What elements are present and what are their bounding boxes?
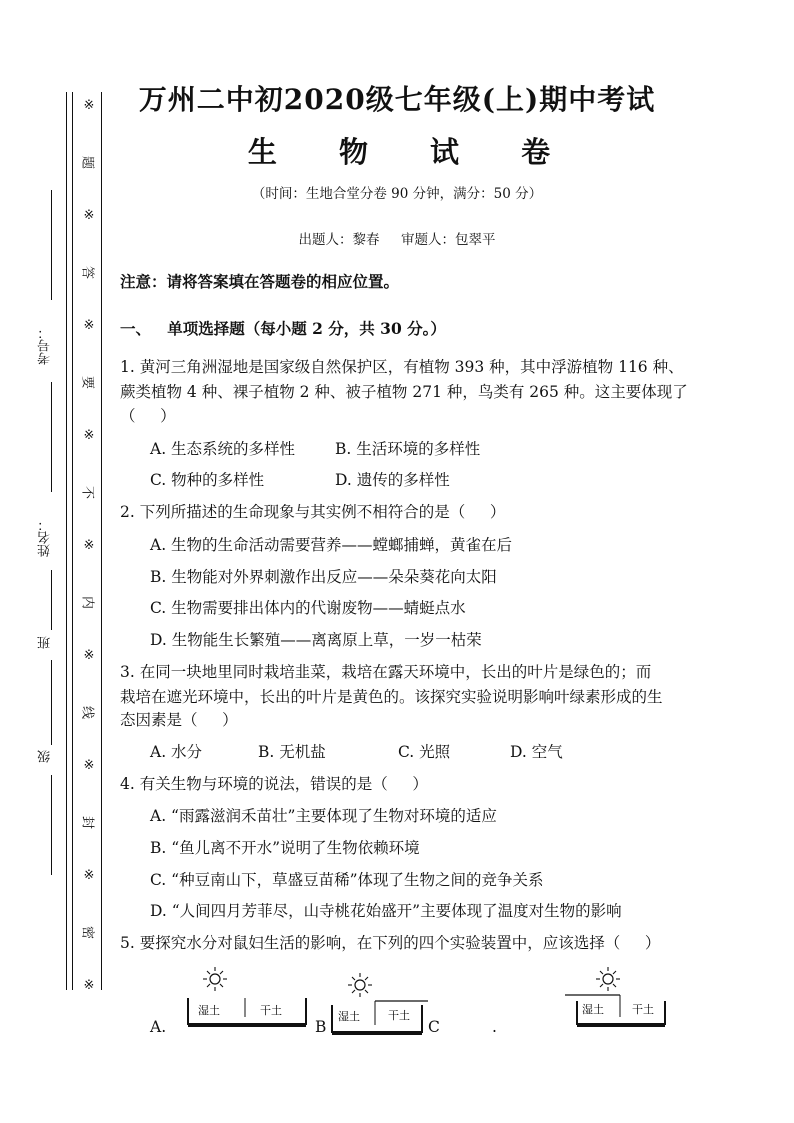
subject-title: 生 物 试 卷 [247,135,577,169]
time-info: （时间：生地合堂分卷 90 分钟，满分：50 分） [251,186,543,202]
q1-option-a: A. 生态系统的多样性 [150,440,296,458]
apparatus-c-wet-label: 湿土 [582,1003,604,1016]
q5-option-b: B [315,1018,327,1036]
seal-mark: ※ [83,98,95,113]
seal-char: 密 [79,925,95,939]
q5-option-d: . [492,1018,497,1036]
margin-line-outer [66,92,67,990]
class-underline [51,570,52,630]
q5-figure [120,965,720,1055]
authors: 出题人：黎春 审题人：包翠平 [298,232,496,248]
apparatus-a-wet-label: 湿土 [198,1004,220,1017]
margin-line-right [101,92,102,990]
seal-char: 内 [79,595,95,609]
seal-mark: ※ [83,868,95,883]
notice: 注意：请将答案填在答题卷的相应位置。 [120,272,400,291]
seal-mark: ※ [83,538,95,553]
q2-option-d: D. 生物能生长繁殖——离离原上草，一岁一枯荣 [150,631,482,649]
q3-option-c: C. 光照 [398,743,451,761]
q4-option-a: A. “雨露滋润禾苗壮”主要体现了生物对环境的适应 [150,807,497,825]
q1-stem-line3: （ ） [120,407,176,425]
apparatus-a [188,998,306,1025]
q1-stem-line1: 1. 黄河三角洲湿地是国家级自然保护区，有植物 393 种，其中浮游植物 116 种、 [120,358,684,376]
seal-char: 答 [79,265,95,279]
q4-option-b: B. “鱼儿离不开水”说明了生物依赖环境 [150,839,420,857]
seal-mark: ※ [83,428,95,443]
seal-mark: ※ [83,978,95,993]
q3-stem-line3: 态因素是（ ） [120,711,238,729]
q1-option-b: B. 生活环境的多样性 [335,440,481,458]
apparatus-a-dry-label: 干土 [260,1004,282,1017]
q2-option-a: A. 生物的生命活动需要营养——螳螂捕蝉，黄雀在后 [150,536,513,554]
apparatus-b-dry-label: 干土 [388,1009,410,1022]
seal-mark: ※ [83,758,95,773]
q2-option-c: C. 生物需要排出体内的代谢废物——蜻蜓点水 [150,599,466,617]
grade-underline-2 [51,775,52,875]
q5-stem: 5. 要探究水分对鼠妇生活的影响，在下列的四个实验装置中，应该选择（ ） [120,934,661,952]
seal-mark: ※ [83,648,95,663]
exam-no-label: 考号： [38,326,53,365]
sun-icon-c [596,967,620,991]
sun-icon-b [348,973,372,997]
seal-char: 题 [79,155,95,169]
q2-stem: 2. 下列所描述的生命现象与其实例不相符合的是（ ） [120,503,506,521]
q3-option-d: D. 空气 [510,743,563,761]
q4-option-d: D. “人间四月芳菲尽，山寺桃花始盛开”主要体现了温度对生物的影响 [150,902,622,920]
apparatus-c [565,995,665,1025]
q3-option-b: B. 无机盐 [258,743,326,761]
q3-stem-line2: 栽培在遮光环境中，长出的叶片是黄色的。该探究实验说明影响叶绿素形成的生 [120,688,663,706]
q4-stem: 4. 有关生物与环境的说法，错误的是（ ） [120,775,428,793]
q1-stem-line2: 蕨类植物 4 种、裸子植物 2 种、被子植物 271 种，鸟类有 265 种。这主要体现了 [120,383,688,401]
q5-option-c: C [428,1018,440,1036]
q5-option-a: A. [150,1018,167,1036]
seal-char: 要 [79,375,95,389]
grade-label: 级 [38,750,53,763]
sun-icon-a [203,967,227,991]
q1-option-d: D. 遗传的多样性 [335,471,450,489]
seal-char: 不 [79,485,95,499]
seal-mark: ※ [83,208,95,223]
name-underline [51,382,52,492]
apparatus-b-wet-label: 湿土 [338,1010,360,1023]
seal-char: 封 [79,815,95,829]
apparatus-c-dry-label: 干土 [632,1003,654,1016]
exam-title: 万州二中初2020级七年级(上)期中考试 [138,83,656,116]
grade-underline [51,660,52,745]
section-heading: 一、 单项选择题（每小题 2 分，共 30 分。） [120,319,446,338]
q3-option-a: A. 水分 [150,743,203,761]
q3-stem-line1: 3. 在同一块地里同时栽培韭菜，栽培在露天环境中，长出的叶片是绿色的；而 [120,663,652,681]
apparatus-b [332,1001,428,1033]
q2-option-b: B. 生物能对外界刺激作出反应——朵朵葵花向太阳 [150,568,497,586]
seal-mark: ※ [83,318,95,333]
q1-option-c: C. 物种的多样性 [150,471,265,489]
name-label: 姓名： [38,518,53,557]
class-label: 班 [38,636,53,649]
margin-line-inner [72,92,73,990]
seal-char: 线 [79,705,95,719]
q4-option-c: C. “种豆南山下，草盛豆苗稀”体现了生物之间的竞争关系 [150,871,544,889]
